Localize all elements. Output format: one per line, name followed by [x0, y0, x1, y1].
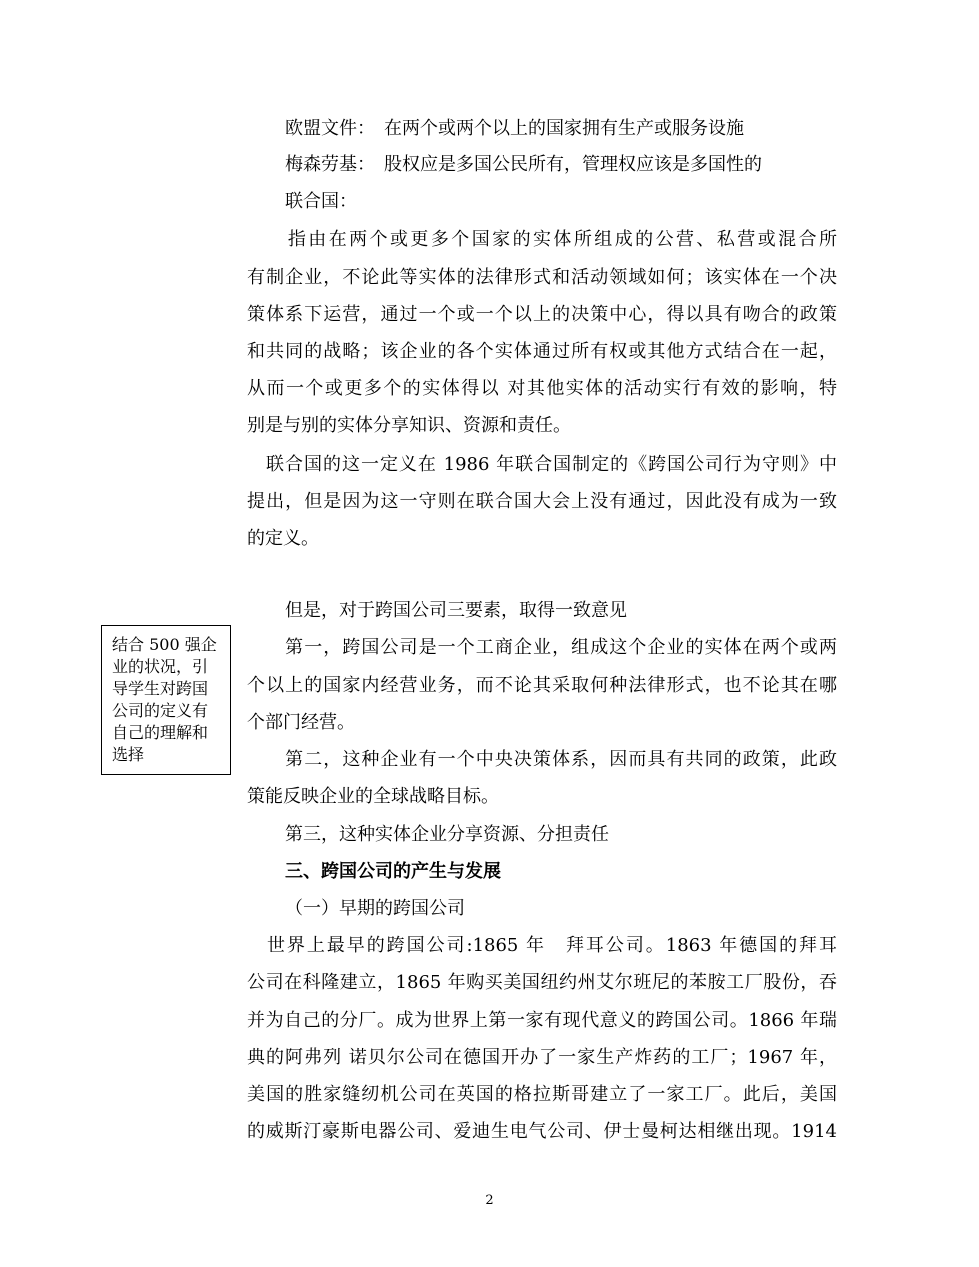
un-note-line: 提出，但是因为这一守则在联合国大会上没有通过，因此没有成为一致: [247, 491, 837, 512]
page-number: 2: [485, 1193, 494, 1208]
history-line: 并为自己的分厂。成为世界上第一家有现代意义的跨国公司。1866 年瑞: [247, 1010, 837, 1031]
un-paragraph-line: 别是与别的实体分享知识、资源和责任。: [247, 415, 571, 436]
definition-un-label: 联合国：: [285, 191, 357, 212]
history-line: 公司在科隆建立，1865 年购买美国纽约州艾尔班尼的苯胺工厂股份，吞: [247, 972, 837, 993]
un-note-line: 联合国的这一定义在 1986 年联合国制定的《跨国公司行为守则》中: [247, 454, 837, 475]
un-paragraph-line: 从而一个或更多个的实体得以 对其他实体的活动实行有效的影响，特: [247, 378, 837, 399]
margin-note-box: [101, 625, 231, 775]
un-paragraph-line: 有制企业，不论此等实体的法律形式和活动领域如何；该实体在一个决: [247, 267, 837, 288]
history-line: 的威斯汀豪斯电器公司、爱迪生电气公司、伊士曼柯达相继出现。1914: [247, 1121, 837, 1142]
un-paragraph-line: 策体系下运营，通过一个或一个以上的决策中心，得以具有吻合的政策: [247, 304, 837, 325]
consensus-intro: 但是，对于跨国公司三要素，取得一致意见: [285, 600, 627, 621]
element-one-line: 个部门经营。: [247, 712, 355, 733]
history-line: 世界上最早的跨国公司:1865 年 拜耳公司。1863 年德国的拜耳: [247, 935, 837, 956]
margin-note-line: 结合 500 强企: [112, 635, 217, 654]
element-one-line: 第一，跨国公司是一个工商企业，组成这个企业的实体在两个或两: [247, 637, 837, 658]
margin-note-line: 导学生对跨国: [112, 679, 209, 698]
margin-note-line: 公司的定义有: [112, 701, 209, 720]
element-two-line: 第二，这种企业有一个中央决策体系，因而具有共同的政策，此政: [247, 749, 837, 770]
un-paragraph-line: 指由在两个或更多个国家的实体所组成的公营、私营或混合所: [247, 229, 837, 250]
un-paragraph-line: 和共同的战略；该企业的各个实体通过所有权或其他方式结合在一起，: [247, 341, 837, 362]
definition-mesen: 梅森劳基： 股权应是多国公民所有，管理权应该是多国性的: [285, 154, 762, 175]
element-three: 第三，这种实体企业分享资源、分担责任: [285, 824, 609, 845]
element-one-line: 个以上的国家内经营业务，而不论其采取何种法律形式，也不论其在哪: [247, 675, 837, 696]
history-line: 典的阿弗列 诺贝尔公司在德国开办了一家生产炸药的工厂；1967 年，: [247, 1047, 837, 1068]
margin-note-line: 选择: [112, 745, 145, 764]
history-line: 美国的胜家缝纫机公司在英国的格拉斯哥建立了一家工厂。此后，美国: [247, 1084, 837, 1105]
margin-note-line: 业的状况，引: [112, 657, 209, 676]
element-two-line: 策能反映企业的全球战略目标。: [247, 786, 499, 807]
margin-note-line: 自己的理解和: [112, 723, 209, 742]
un-note-line: 的定义。: [247, 528, 319, 549]
definition-eu: 欧盟文件： 在两个或两个以上的国家拥有生产或服务设施: [285, 118, 744, 139]
subsection-heading: （一）早期的跨国公司: [285, 898, 465, 919]
section-heading: 三、跨国公司的产生与发展: [285, 861, 501, 882]
